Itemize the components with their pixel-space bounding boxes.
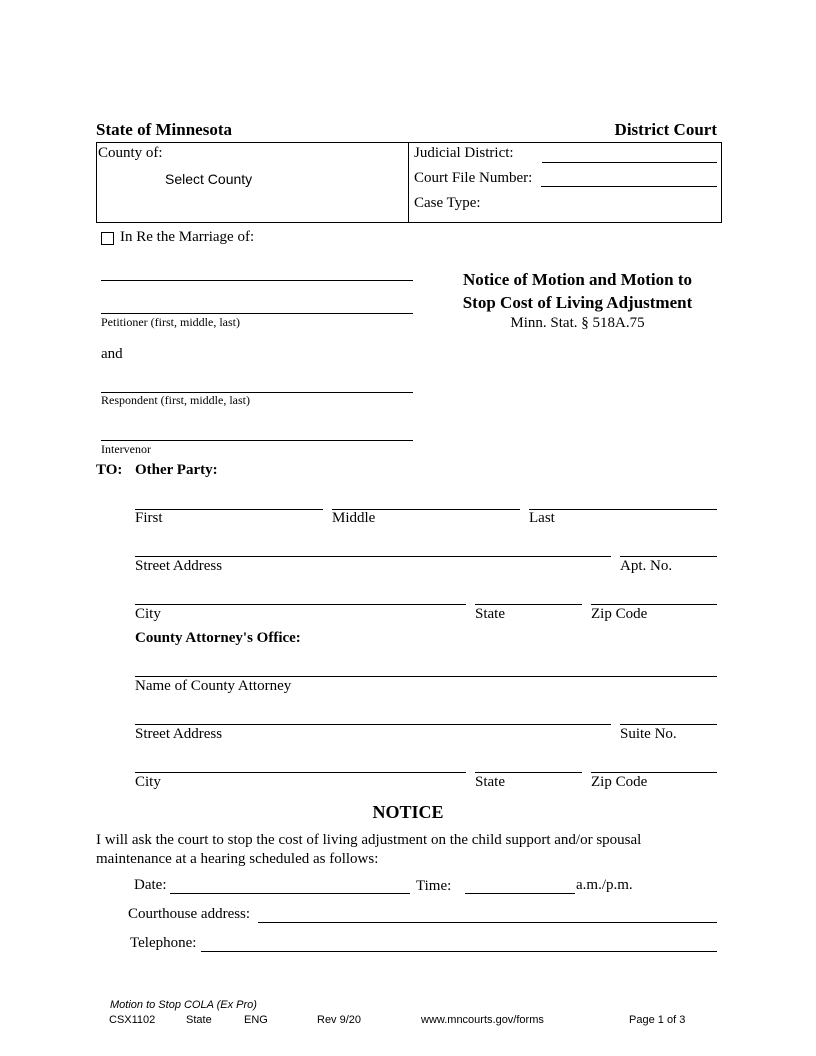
and-label: and xyxy=(101,346,123,362)
county-attorney-name-label: Name of County Attorney xyxy=(135,678,292,694)
state-heading: State of Minnesota xyxy=(96,120,232,139)
footer-form-id: CSX1102 xyxy=(109,1014,156,1026)
courthouse-address-field[interactable] xyxy=(258,922,717,923)
apt-field[interactable] xyxy=(620,556,717,557)
city-label: City xyxy=(135,606,161,622)
intervenor-line[interactable] xyxy=(101,440,413,441)
county-attorney-name-field[interactable] xyxy=(135,676,717,677)
page-total: 3 xyxy=(679,1014,686,1026)
petitioner-line-1[interactable] xyxy=(101,280,413,281)
last-label: Last xyxy=(529,510,555,526)
city-field[interactable] xyxy=(135,604,466,605)
first-name-field[interactable] xyxy=(135,509,323,510)
attorney-city-field[interactable] xyxy=(135,772,466,773)
notice-text-line-1: I will ask the court to stop the cost of living adjustment on the child support and/or spousal xyxy=(96,832,642,848)
state-field[interactable] xyxy=(475,604,582,605)
county-attorney-heading: County Attorney's Office: xyxy=(135,630,301,646)
date-label: Date: xyxy=(134,877,167,893)
case-type-label: Case Type: xyxy=(414,195,481,211)
last-name-field[interactable] xyxy=(529,509,717,510)
attorney-state-label: State xyxy=(475,774,505,790)
notice-text-line-2: maintenance at a hearing scheduled as follows: xyxy=(96,851,379,867)
footer-form-name: Motion to Stop COLA (Ex Pro) xyxy=(110,999,257,1011)
document-title-line-1: Notice of Motion and Motion to xyxy=(462,270,692,289)
document-title-line-2: Stop Cost of Living Adjustment xyxy=(462,293,693,312)
attorney-zip-field[interactable] xyxy=(591,772,717,773)
county-label: County of: xyxy=(98,145,163,161)
court-file-label: Court File Number: xyxy=(414,170,533,186)
case-info-divider xyxy=(408,142,409,222)
intervenor-label: Intervenor xyxy=(101,442,151,456)
attorney-zip-label: Zip Code xyxy=(591,774,648,790)
telephone-label: Telephone: xyxy=(130,935,197,951)
footer-language: ENG xyxy=(244,1014,268,1026)
courthouse-address-label: Courthouse address: xyxy=(128,906,251,922)
street-address-label: Street Address xyxy=(135,558,223,574)
court-file-field[interactable] xyxy=(541,186,717,187)
time-field[interactable] xyxy=(465,893,575,894)
page-word: Page xyxy=(629,1014,655,1026)
suite-label: Suite No. xyxy=(620,726,677,742)
notice-heading: NOTICE xyxy=(372,802,444,822)
telephone-field[interactable] xyxy=(201,951,717,952)
petitioner-label: Petitioner (first, middle, last) xyxy=(101,315,240,329)
marriage-label: In Re the Marriage of: xyxy=(120,229,255,245)
suite-field[interactable] xyxy=(620,724,717,725)
page-of: of xyxy=(666,1014,677,1026)
attorney-state-field[interactable] xyxy=(475,772,582,773)
zip-field[interactable] xyxy=(591,604,717,605)
ampm-label: a.m./p.m. xyxy=(576,877,633,893)
first-label: First xyxy=(135,510,163,526)
apt-label: Apt. No. xyxy=(620,558,673,574)
footer-website[interactable]: www.mncourts.gov/forms xyxy=(421,1014,544,1026)
attorney-street-label: Street Address xyxy=(135,726,223,742)
other-party-heading: Other Party: xyxy=(135,462,218,478)
petitioner-line-2[interactable] xyxy=(101,313,413,314)
footer-scope: State xyxy=(186,1014,212,1026)
to-label: TO: xyxy=(96,462,123,478)
street-address-field[interactable] xyxy=(135,556,611,557)
time-label: Time: xyxy=(416,878,452,894)
court-heading: District Court xyxy=(614,120,717,139)
page-current: 1 xyxy=(657,1014,664,1026)
footer-page-number xyxy=(629,1014,685,1026)
footer-revision: Rev 9/20 xyxy=(317,1014,362,1026)
zip-label: Zip Code xyxy=(591,606,648,622)
attorney-street-field[interactable] xyxy=(135,724,611,725)
county-select[interactable]: Select County xyxy=(165,171,253,187)
judicial-district-label: Judicial District: xyxy=(414,145,514,161)
statute-citation: Minn. Stat. § 518A.75 xyxy=(510,315,645,331)
date-field[interactable] xyxy=(170,893,410,894)
attorney-city-label: City xyxy=(135,774,161,790)
marriage-checkbox[interactable] xyxy=(101,232,114,245)
respondent-label: Respondent (first, middle, last) xyxy=(101,393,250,407)
state-label: State xyxy=(475,606,505,622)
middle-label: Middle xyxy=(332,510,376,526)
judicial-district-field[interactable] xyxy=(542,162,717,163)
